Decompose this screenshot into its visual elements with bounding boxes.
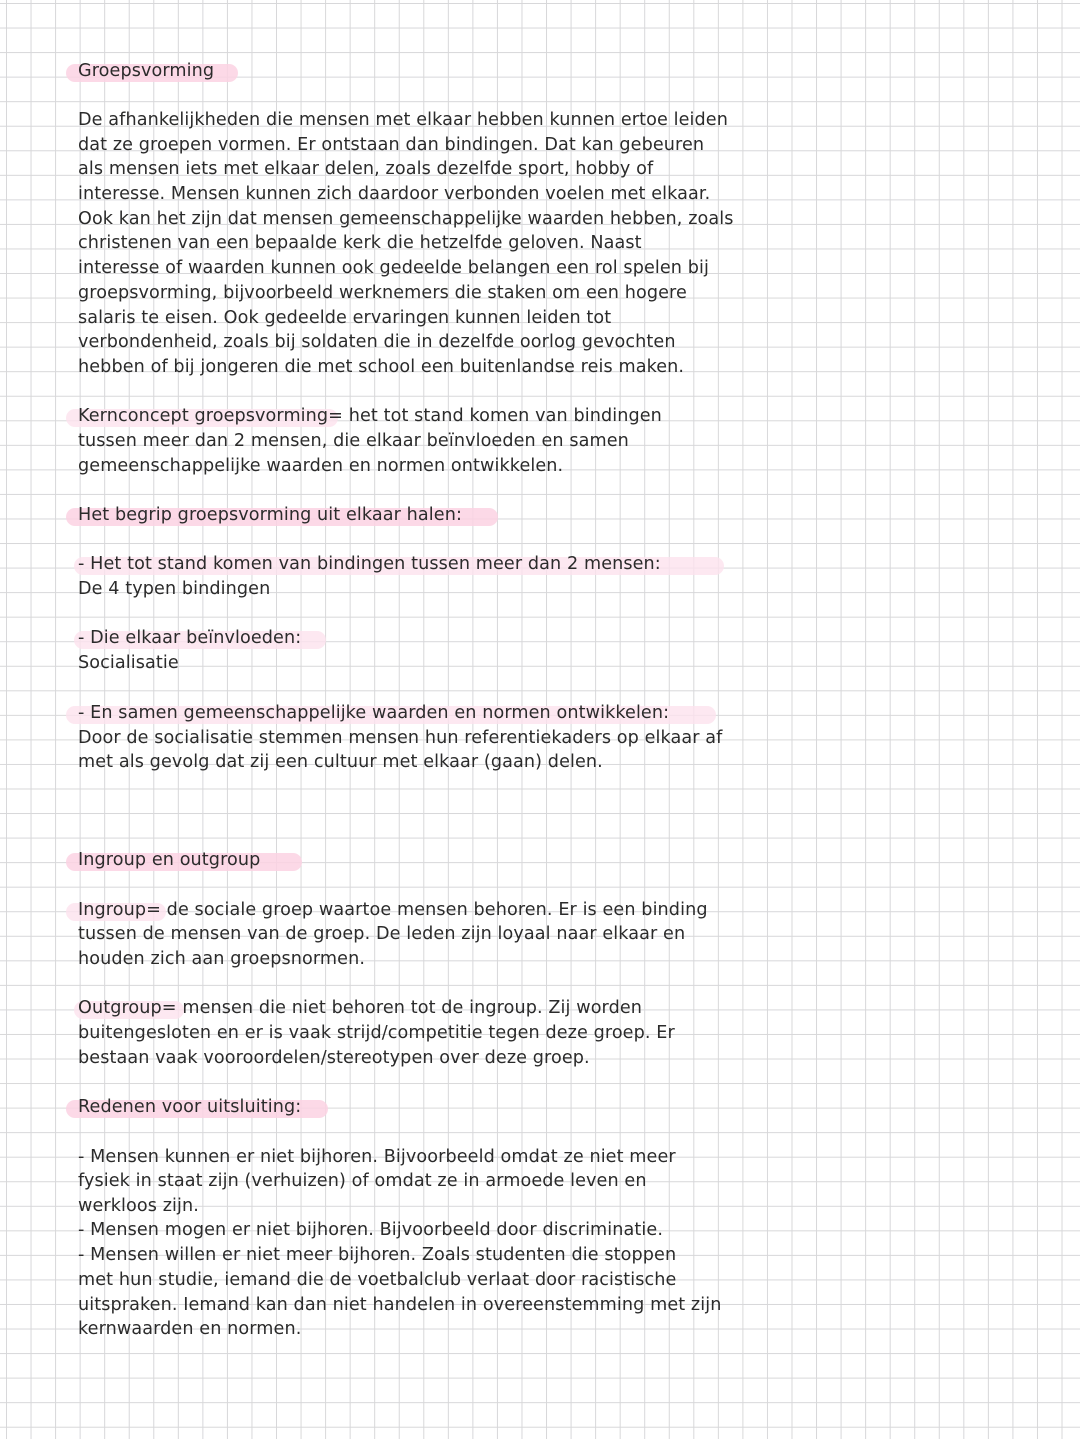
uitsluiting-line: werkloos zijn. bbox=[78, 1196, 199, 1216]
kernconcept-line: Kernconcept groepsvorming= het tot stand komen van bindingen bbox=[78, 406, 662, 426]
uitsluiting-line: uitspraken. Iemand kan dan niet handelen in overeenstemming met zijn bbox=[78, 1295, 722, 1315]
paragraph-line: Ook kan het zijn dat mensen gemeenschappelijke waarden hebben, zoals bbox=[78, 209, 734, 229]
ingroup-line: tussen de mensen van de groep. De leden zijn loyaal naar elkaar en bbox=[78, 924, 686, 944]
heading-ingroup: Ingroup en outgroup bbox=[78, 850, 261, 870]
begrip-item2-title: - Die elkaar beïnvloeden: bbox=[78, 628, 302, 648]
begrip-item2-body: Socialisatie bbox=[78, 653, 179, 673]
paragraph-line: interesse of waarden kunnen ook gedeelde belangen een rol spelen bij bbox=[78, 258, 709, 278]
paragraph-line: dat ze groepen vormen. Er ontstaan dan bindingen. Dat kan gebeuren bbox=[78, 135, 705, 155]
uitsluiting-line: fysiek in staat zijn (verhuizen) of omdat ze in armoede leven en bbox=[78, 1171, 647, 1191]
begrip-item3-body: Door de socialisatie stemmen mensen hun referentiekaders op elkaar af bbox=[78, 728, 723, 748]
uitsluiting-line: met hun studie, iemand die de voetbalclub verlaat door racistische bbox=[78, 1270, 677, 1290]
begrip-item1-body: De 4 typen bindingen bbox=[78, 579, 271, 599]
paragraph-line: als mensen iets met elkaar delen, zoals dezelfde sport, hobby of bbox=[78, 159, 654, 179]
begrip-item1-title: - Het tot stand komen van bindingen tussen meer dan 2 mensen: bbox=[78, 554, 661, 574]
paragraph-line: salaris te eisen. Ook gedeelde ervaringen kunnen leiden tot bbox=[78, 308, 612, 328]
outgroup-line: buitengesloten en er is vaak strijd/competitie tegen deze groep. Er bbox=[78, 1023, 675, 1043]
heading-uitsluiting: Redenen voor uitsluiting: bbox=[78, 1097, 302, 1117]
uitsluiting-line: kernwaarden en normen. bbox=[78, 1319, 302, 1339]
paragraph-line: groepsvorming, bijvoorbeeld werknemers die staken om een hogere bbox=[78, 283, 687, 303]
outgroup-line: Outgroup= mensen die niet behoren tot de ingroup. Zij worden bbox=[78, 998, 643, 1018]
heading-begrip: Het begrip groepsvorming uit elkaar halen: bbox=[78, 505, 462, 525]
uitsluiting-line: - Mensen kunnen er niet bijhoren. Bijvoorbeeld omdat ze niet meer bbox=[78, 1147, 676, 1167]
begrip-item3-body: met als gevolg dat zij een cultuur met elkaar (gaan) delen. bbox=[78, 752, 603, 772]
kernconcept-line: tussen meer dan 2 mensen, die elkaar beïnvloeden en samen bbox=[78, 431, 629, 451]
paragraph-line: hebben of bij jongeren die met school een buitenlandse reis maken. bbox=[78, 357, 685, 377]
ingroup-line: houden zich aan groepsnormen. bbox=[78, 949, 366, 969]
begrip-item3-title: - En samen gemeenschappelijke waarden en normen ontwikkelen: bbox=[78, 703, 670, 723]
kernconcept-line: gemeenschappelijke waarden en normen ontwikkelen. bbox=[78, 456, 564, 476]
uitsluiting-line: - Mensen mogen er niet bijhoren. Bijvoorbeeld door discriminatie. bbox=[78, 1220, 664, 1240]
paragraph-line: christenen van een bepaalde kerk die hetzelfde geloven. Naast bbox=[78, 233, 642, 253]
ingroup-line: Ingroup= de sociale groep waartoe mensen behoren. Er is een binding bbox=[78, 900, 708, 920]
uitsluiting-line: - Mensen willen er niet meer bijhoren. Zoals studenten die stoppen bbox=[78, 1245, 677, 1265]
outgroup-line: bestaan vaak vooroordelen/stereotypen over deze groep. bbox=[78, 1048, 590, 1068]
paragraph-line: interesse. Mensen kunnen zich daardoor verbonden voelen met elkaar. bbox=[78, 184, 711, 204]
paragraph-line: De afhankelijkheden die mensen met elkaar hebben kunnen ertoe leiden bbox=[78, 110, 728, 130]
paragraph-line: verbondenheid, zoals bij soldaten die in dezelfde oorlog gevochten bbox=[78, 332, 676, 352]
heading-groepsvorming: Groepsvorming bbox=[78, 61, 215, 81]
